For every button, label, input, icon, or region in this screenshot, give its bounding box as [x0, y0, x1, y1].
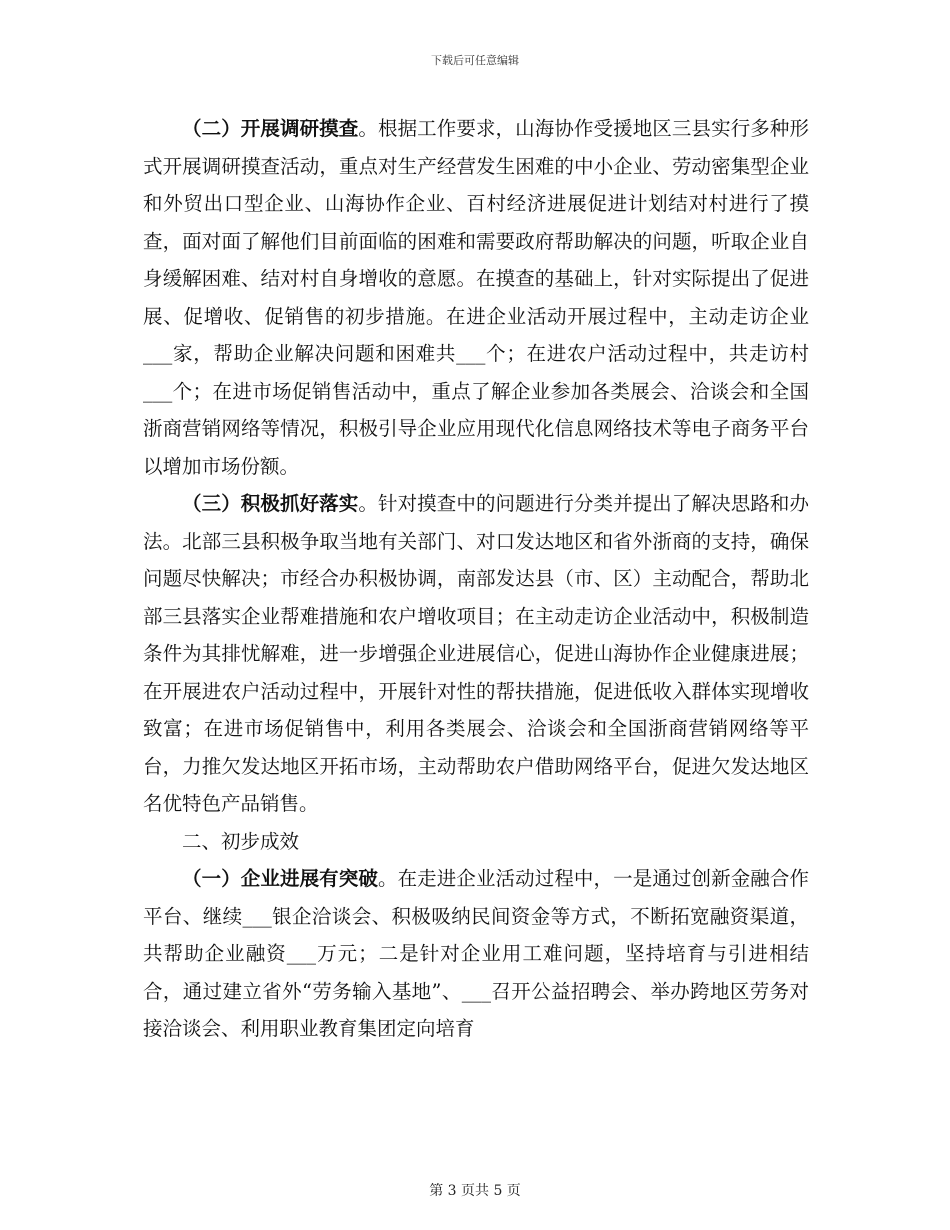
paragraph-text: 。在走进企业活动过程中，一是通过创新金融合作平台、继续___银企洽谈会、积极吸纳民间资金等方式，不断拓宽融资渠道，共帮助企业融资___万元；二是针对企业用工难问题，坚持培育与引进相结合，通过建立省外“劳务输入基地”、___召开公益招聘会、举办跨地区劳务对接洽谈会、利用职业教育集团定向培育	[143, 867, 809, 1040]
document-body	[143, 110, 809, 1048]
paragraph-enterprise	[143, 860, 809, 1048]
paragraph-text: 。针对摸查中的问题进行分类并提出了解决思路和办法。北部三县积极争取当地有关部门、对口发达地区和省外浙商的支持，确保问题尽快解决；市经合办积极协调，南部发达县（市、区）主动配合，帮助北部三县落实企业帮难措施和农户增收项目；在主动走访企业活动中，积极制造条件为其排忧解难，进一步增强企业进展信心，促进山海协作企业健康进展；在开展进农户活动过程中，开展针对性的帮扶措施，促进低收入群体实现增收致富；在进市场促销售中，利用各类展会、洽谈会和全国浙商营销网络等平台，力推欠发达地区开拓市场，主动帮助农户借助网络平台，促进欠发达地区名优特色产品销售。	[143, 492, 809, 815]
section-heading: 二、初步成效	[182, 829, 300, 853]
paragraph-heading: （一）企业进展有突破	[182, 867, 378, 890]
paragraph-heading: （三）积极抓好落实	[182, 492, 359, 515]
paragraph-survey	[143, 110, 809, 485]
page-footer: 第 3 页共 5 页	[429, 1183, 521, 1199]
page-header: 下载后可任意编辑	[431, 54, 519, 67]
paragraph-heading: （二）开展调研摸查	[182, 117, 359, 140]
paragraph-text: 。根据工作要求，山海协作受援地区三县实行多种形式开展调研摸查活动，重点对生产经营发生困难的中小企业、劳动密集型企业和外贸出口型企业、山海协作企业、百村经济进展促进计划结对村进行了摸查，面对面了解他们目前面临的困难和需要政府帮助解决的问题，听取企业自身缓解困难、结对村自身增收的意愿。在摸查的基础上，针对实际提出了促进展、促增收、促销售的初步措施。在进企业活动开展过程中，主动走访企业___家，帮助企业解决问题和困难共___个；在进农户活动过程中，共走访村___个；在进市场促销售活动中，重点了解企业参加各类展会、洽谈会和全国浙商营销网络等情况，积极引导企业应用现代化信息网络技术等电子商务平台以增加市场份额。	[143, 117, 809, 478]
paragraph-implementation	[143, 485, 809, 823]
